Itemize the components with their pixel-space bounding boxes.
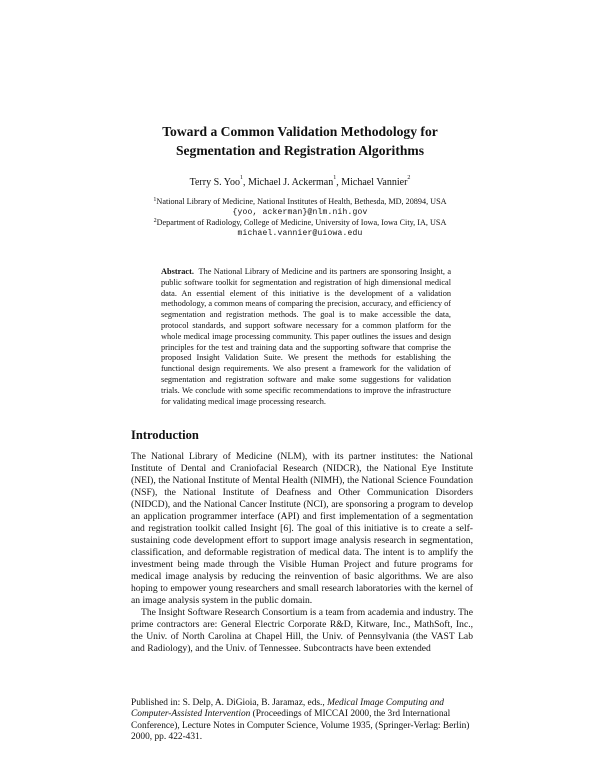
- abstract-text: The National Library of Medicine and its partners are sponsoring Insight, a public software toolkit for segmentation and registration of high dimensional medical data. An essential element of this initiative is the development of a validation methodology, a common means of comparing the precision, accuracy, and efficiency of segmentation and registration methods. The goal is to make accessible the data, protocol standards, and support software necessary for a common platform for the whole medical image processing community. This paper outlines the issues and design principles for the test and training data and the supporting software that comprise the proposed Insight Validation Suite. We present the methods for establishing the functional design requirements. We also present a framework for the validation of segmentation and registration software and make some suggestions for validation trials. We conclude with some specific recommendations to improve the infrastructure for validating medical image processing research.: [161, 267, 451, 406]
- footnote-suffix: (Proceedings of MICCAI 2000, the 3rd International Conference), Lecture Notes in Computer Science, Volume 1935, (Springer-Verlag: Berlin) 2000, pp. 422-431.: [131, 709, 470, 742]
- author-name: Michael Vannier: [341, 177, 408, 188]
- affiliation-2: [100, 218, 500, 239]
- author-name: Michael J. Ackerman: [247, 177, 334, 188]
- body-text: [131, 451, 473, 655]
- author-name: Terry S. Yoo: [189, 177, 240, 188]
- paper-title: [100, 122, 500, 160]
- paragraph: The Insight Software Research Consortium is a team from academia and industry. The prime contractors are: General Electric Corporate R&D, Kitware, Inc., MathSoft, Inc., the Univ. of North Carolina at Chapel Hill, the Univ. of Pennsylvania (the VAST Lab and Radiology), and the Univ. of Tennessee. Subcontracts have been extended: [131, 607, 473, 654]
- footnote-book-title: Medical Image Computing and Computer-Assisted Intervention: [131, 698, 444, 720]
- author-sup: 1: [333, 175, 337, 181]
- affiliation-text: National Library of Medicine, National Institutes of Health, Bethesda, MD, 20894, USA: [156, 197, 447, 206]
- abstract: [161, 267, 451, 407]
- abstract-label: Abstract.: [161, 267, 194, 276]
- affiliation-sup: 2: [153, 218, 157, 224]
- affiliation-email: {yoo, ackerman}@nlm.nih.gov: [232, 207, 368, 217]
- affiliation-1: [100, 197, 500, 218]
- title-line-2: Segmentation and Registration Algorithms: [175, 143, 425, 158]
- author-sup: 2: [407, 175, 411, 181]
- publication-footnote: [131, 698, 473, 743]
- section-heading: Introduction: [131, 428, 199, 442]
- footnote-prefix: Published in: S. Delp, A. DiGioia, B. Jaramaz, eds.,: [131, 698, 325, 708]
- affiliation-email: michael.vannier@uiowa.edu: [237, 228, 363, 238]
- author-list: Terry S. Yoo$^1$, Michael J. Ackerman$^1$, Michael Vannier$^2$: [189, 175, 411, 188]
- author-sup: 1: [239, 175, 243, 181]
- title-line-1: Toward a Common Validation Methodology for: [162, 124, 438, 139]
- affiliation-text: Department of Radiology, College of Medicine, University of Iowa, Iowa City, IA, USA: [156, 218, 447, 227]
- affiliation-sup: 1: [153, 197, 157, 203]
- paragraph: The National Library of Medicine (NLM), with its partner institutes: the National Institute of Dental and Craniofacial Research (NIDCR), the National Eye Institute (NEI), the National Institute of Mental Health (NIMH), the National Science Foundation (NSF), the National Institute of Deafness and Other Communication Disorders (NIDCD), and the National Cancer Institute (NCI), are sponsoring a program to develop an application programmer interface (API) and first implementation of a segmentation and registration toolkit called Insight [6]. The goal of this initiative is to create a self-sustaining code development effort to support image analysis research in segmentation, classification, and deformable registration of medical data. The intent is to amplify the investment being made through the Visible Human Project and future programs for medical image analysis by reducing the reinvention of basic algorithms. We are also hoping to empower young researchers and small research laboratories with the kernel of an image analysis system in the public domain.: [131, 451, 473, 606]
